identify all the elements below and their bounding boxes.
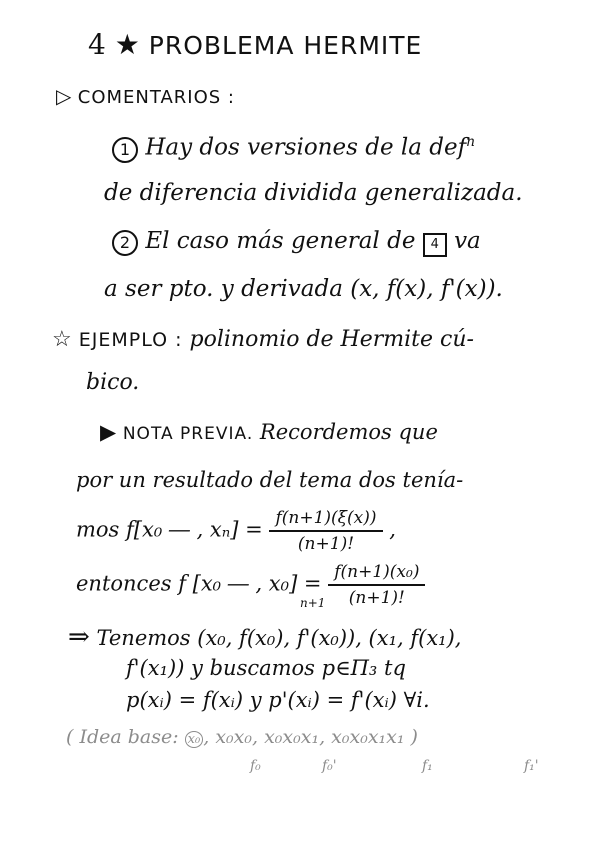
comentario-1-line-2 — [104, 180, 523, 206]
comma: , — [389, 517, 396, 542]
triangle-bullet-icon: ▷ — [56, 84, 72, 108]
fraction-2-denominator: (n+1)! — [348, 588, 405, 608]
comentario-2-text-b: va — [454, 228, 481, 254]
number-1-circle: 1 — [112, 137, 138, 163]
nota-formula-1-lhs: mos f[x₀ ― , xₙ] = — [76, 517, 263, 542]
idea-label-1: f₀ — [250, 758, 261, 774]
comentario-2-text-2: a ser pto. y derivada (x, f(x), f'(x)). — [104, 276, 503, 302]
idea-base-label: ( Idea base: — [66, 726, 179, 748]
tenemos-text-3: p(xᵢ) = f(xᵢ) y p'(xᵢ) = f'(xᵢ) ∀i. — [126, 688, 430, 712]
number-2-circle: 2 — [112, 230, 138, 256]
page-title: PROBLEMA HERMITE — [148, 31, 423, 60]
boxed-number: 4 — [423, 233, 447, 257]
nota-line-2 — [76, 468, 463, 492]
comentario-2-line-2 — [104, 276, 503, 302]
idea-label-3: f₁ — [422, 758, 433, 774]
nota-text-2: por un resultado del tema dos tenía- — [76, 468, 464, 492]
idea-seq-3: x₀x₀x₁ — [264, 726, 320, 748]
def-superscript: n — [466, 134, 475, 150]
idea-base-line: ( Idea base: x₀ , x₀x₀, x₀x₀x₁, x₀x₀x₁x₁ ) — [66, 726, 418, 748]
star-icon: ★ — [114, 28, 140, 61]
comentarios-header-row — [56, 84, 235, 108]
underbrace-count: n+1 — [300, 596, 326, 610]
tenemos-text-2: f'(x₁)) y buscamos p∈Π₃ tq — [126, 656, 406, 680]
underbrace-label — [300, 596, 325, 610]
tenemos-line-1 — [68, 622, 461, 652]
fraction-2-numerator: f(n+1)(x₀) — [328, 562, 425, 586]
nota-line-4 — [76, 562, 425, 608]
comentario-2-text: El caso más general de — [145, 228, 416, 254]
fraction-1-numerator: f(n+1)(ξ(x)) — [269, 508, 382, 532]
fraction-2 — [328, 562, 425, 608]
nota-formula-2-lhs: entonces f [x₀ ― , x₀] = — [76, 571, 322, 596]
comentario-1-line-1 — [112, 134, 475, 163]
nota-line-1 — [100, 420, 438, 444]
tenemos-line-2 — [126, 656, 406, 680]
ejemplo-text-2: bico. — [86, 370, 140, 395]
idea-seq-1: x₀ — [185, 731, 204, 748]
ejemplo-text: polinomio de Hermite cú- — [189, 327, 474, 352]
filled-triangle-icon: ▶ — [100, 420, 117, 444]
idea-seq-4: x₀x₀x₁x₁ — [331, 726, 405, 748]
fraction-1 — [269, 508, 382, 554]
idea-label-4: f₁' — [524, 758, 539, 774]
title-number: 4 — [88, 28, 106, 61]
comentario-1-text-2: de diferencia dividida generalizada. — [104, 180, 523, 206]
tenemos-text-1: Tenemos (x₀, f(x₀), f'(x₀)), (x₁, f(x₁), — [96, 626, 462, 650]
comentario-1-text: Hay dos versiones de la def — [145, 134, 467, 161]
fraction-1-denominator: (n+1)! — [297, 534, 355, 554]
comentario-2-line-1 — [112, 228, 481, 257]
star-outline-icon: ☆ — [52, 327, 72, 352]
nota-text: Recordemos que — [259, 420, 438, 444]
nota-line-3 — [76, 508, 396, 554]
nota-header: NOTA PREVIA. — [122, 424, 254, 444]
ejemplo-line-1 — [52, 327, 474, 352]
comentarios-header: COMENTARIOS : — [77, 87, 235, 108]
tenemos-line-3 — [126, 688, 430, 712]
idea-label-2: f₀' — [322, 758, 337, 774]
implies-arrow-icon: ⇒ — [68, 622, 90, 652]
ejemplo-header: EJEMPLO : — [78, 329, 183, 351]
ejemplo-line-2 — [86, 370, 139, 395]
title-row — [88, 28, 422, 61]
idea-seq-2: x₀x₀ — [215, 726, 252, 748]
